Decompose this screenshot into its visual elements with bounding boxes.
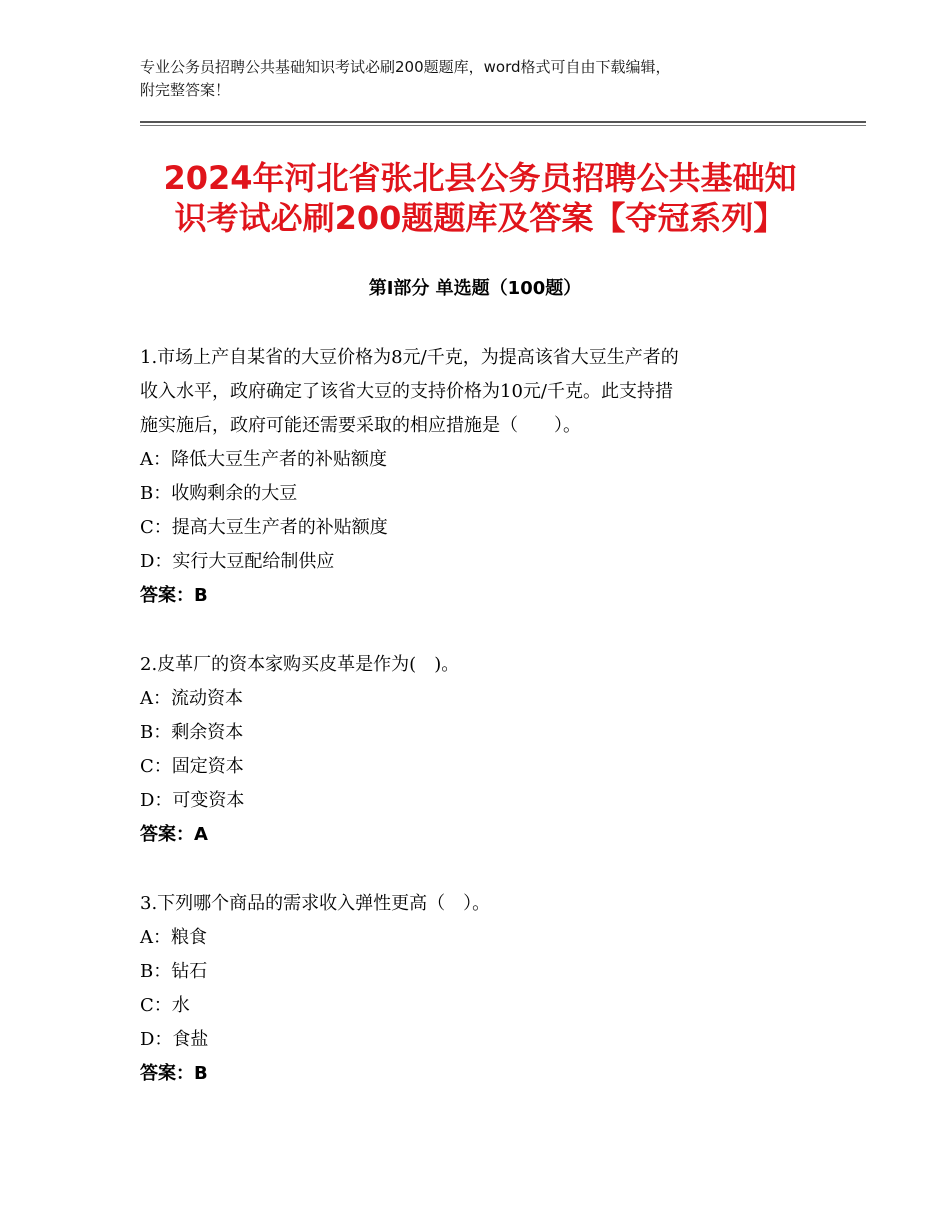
option-d: D：食盐 bbox=[140, 1029, 209, 1050]
question-2 bbox=[140, 648, 820, 852]
option-c: C：提高大豆生产者的补贴额度 bbox=[140, 517, 388, 538]
question-stem-line: 收入水平，政府确定了该省大豆的支持价格为10元/千克。此支持措 bbox=[140, 381, 673, 402]
option-c: C：水 bbox=[140, 995, 190, 1016]
option-d: D：实行大豆配给制供应 bbox=[140, 551, 335, 572]
question-stem-line: 3.下列哪个商品的需求收入弹性更高（ ）。 bbox=[140, 893, 491, 914]
answer: 答案：A bbox=[140, 824, 208, 845]
section-title: 第Ⅰ部分 单选题（100题） bbox=[368, 278, 582, 299]
answer: 答案：B bbox=[140, 1063, 208, 1084]
header-note-line-2: 附完整答案！ bbox=[140, 81, 231, 99]
header-rule-thick bbox=[140, 121, 866, 123]
header-note bbox=[140, 56, 820, 102]
option-b: B：钻石 bbox=[140, 961, 208, 982]
document-title bbox=[140, 158, 820, 238]
document-title-line-2: 识考试必刷200题题库及答案【夺冠系列】 bbox=[174, 199, 786, 237]
option-a: A：降低大豆生产者的补贴额度 bbox=[140, 449, 387, 470]
option-a: A：流动资本 bbox=[140, 688, 243, 709]
question-stem-line: 2.皮革厂的资本家购买皮革是作为( )。 bbox=[140, 654, 460, 675]
question-1 bbox=[140, 341, 820, 613]
header-rule-thin bbox=[140, 125, 866, 126]
answer: 答案：B bbox=[140, 585, 208, 606]
question-3 bbox=[140, 887, 820, 1091]
option-b: B：收购剩余的大豆 bbox=[140, 483, 298, 504]
option-c: C：固定资本 bbox=[140, 756, 244, 777]
option-b: B：剩余资本 bbox=[140, 722, 244, 743]
document-title-line-1: 2024年河北省张北县公务员招聘公共基础知 bbox=[163, 159, 797, 197]
header-note-line-1: 专业公务员招聘公共基础知识考试必刷200题题库，word格式可自由下载编辑， bbox=[140, 58, 671, 76]
question-stem-line: 施实施后，政府可能还需要采取的相应措施是（ ）。 bbox=[140, 415, 581, 436]
question-stem-line: 1.市场上产自某省的大豆价格为8元/千克，为提高该省大豆生产者的 bbox=[140, 347, 679, 368]
option-d: D：可变资本 bbox=[140, 790, 245, 811]
option-a: A：粮食 bbox=[140, 927, 207, 948]
